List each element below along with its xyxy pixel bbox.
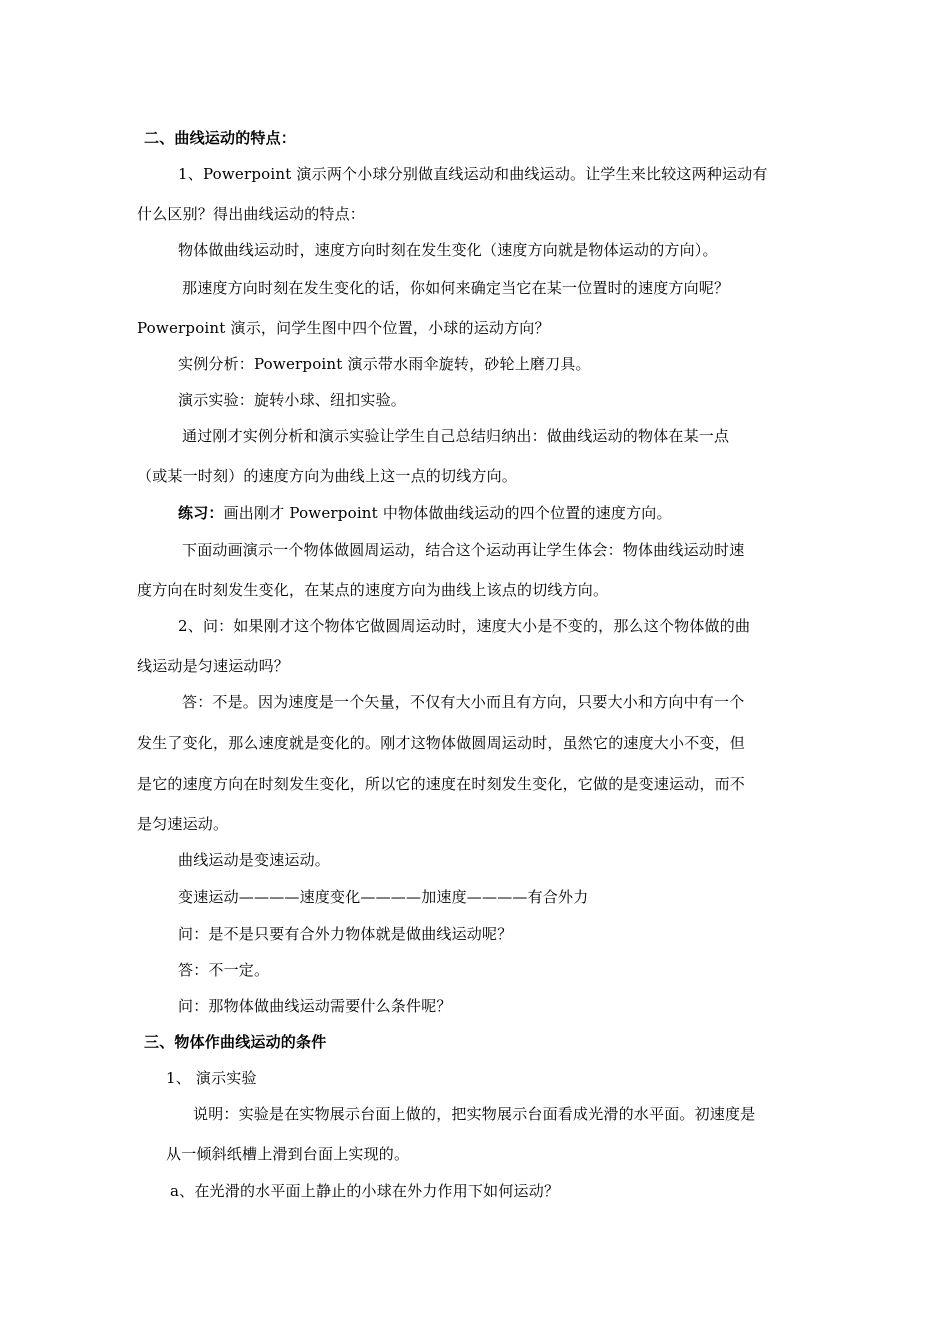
- paragraph-line: a、在光滑的水平面上静止的小球在外力作用下如何运动？: [170, 1182, 560, 1200]
- paragraph-line: 下面动画演示一个物体做圆周运动，结合这个运动再让学生体会：物体曲线运动时速: [182, 541, 745, 559]
- paragraph-line: 2、问：如果刚才这个物体它做圆周运动时，速度大小是不变的，那么这个物体做的曲: [178, 617, 751, 635]
- paragraph-line: 曲线运动是变速运动。: [178, 851, 331, 869]
- paragraph-line: 问：那物体做曲线运动需要什么条件呢？: [178, 997, 452, 1015]
- paragraph-line: 是匀速运动。: [137, 815, 229, 833]
- paragraph-line: （或某一时刻）的速度方向为曲线上这一点的切线方向。: [137, 467, 518, 485]
- paragraph-line: 答：不一定。: [178, 961, 270, 979]
- exercise-label: 练习：: [178, 504, 224, 522]
- paragraph-line: 线运动是匀速运动吗？: [137, 657, 290, 675]
- section-heading-3: 三、物体作曲线运动的条件: [144, 1033, 327, 1051]
- paragraph-line: 说明：实验是在实物展示台面上做的，把实物展示台面看成光滑的水平面。初速度是: [193, 1105, 756, 1123]
- paragraph-line: 是它的速度方向在时刻发生变化，所以它的速度在时刻发生变化，它做的是变速运动，而不: [137, 775, 746, 793]
- paragraph-line: 变速运动————速度变化————加速度————有合外力: [178, 888, 589, 906]
- paragraph-line: 那速度方向时刻在发生变化的话，你如何来确定当它在某一位置时的速度方向呢？: [182, 279, 730, 297]
- paragraph-line: 物体做曲线运动时，速度方向时刻在发生变化（速度方向就是物体运动的方向）。: [178, 241, 718, 259]
- list-item: 1、 演示实验: [166, 1069, 257, 1087]
- paragraph-line: 发生了变化，那么速度就是变化的。刚才这物体做圆周运动时，虽然它的速度大小不变，但: [137, 734, 746, 752]
- paragraph-line: 从一倾斜纸槽上滑到台面上实现的。: [166, 1145, 410, 1163]
- paragraph-line: 答：不是。因为速度是一个矢量，不仅有大小而且有方向，只要大小和方向中有一个: [182, 693, 745, 711]
- paragraph-line: 1、Powerpoint 演示两个小球分别做直线运动和曲线运动。让学生来比较这两种运动有: [178, 165, 768, 183]
- paragraph-line: 演示实验：旋转小球、纽扣实验。: [178, 391, 407, 409]
- paragraph-line: 通过刚才实例分析和演示实验让学生自己总结归纳出：做曲线运动的物体在某一点: [182, 427, 730, 445]
- paragraph-line: 度方向在时刻发生变化，在某点的速度方向为曲线上该点的切线方向。: [137, 581, 609, 599]
- paragraph-line: 实例分析：Powerpoint 演示带水雨伞旋转，砂轮上磨刀具。: [178, 355, 591, 373]
- paragraph-line: 问：是不是只要有合外力物体就是做曲线运动呢？: [178, 925, 513, 943]
- exercise-text: 画出刚才 Powerpoint 中物体做曲线运动的四个位置的速度方向。: [223, 504, 672, 522]
- section-heading-2: 二、曲线运动的特点：: [144, 129, 297, 147]
- paragraph-line: Powerpoint 演示，问学生图中四个位置，小球的运动方向？: [137, 319, 550, 337]
- exercise-line: [178, 503, 672, 523]
- paragraph-line: 什么区别？得出曲线运动的特点：: [137, 205, 366, 223]
